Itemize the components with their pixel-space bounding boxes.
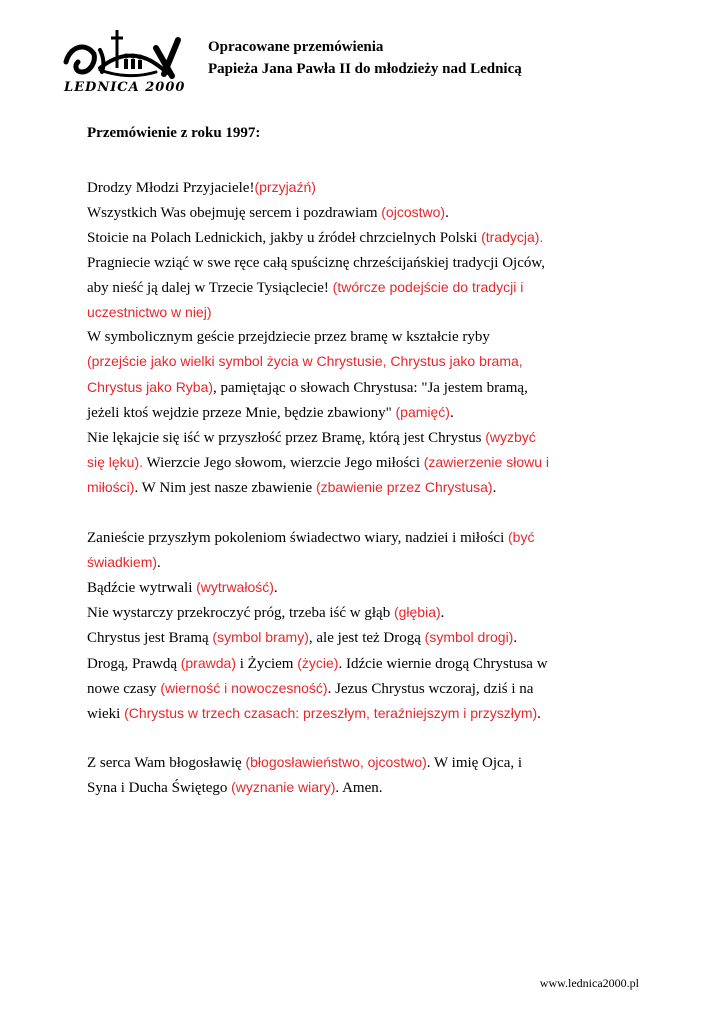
- speech-text: nowe czasy: [87, 680, 161, 697]
- annotation-text: Chrystus jako Ryba): [87, 378, 214, 395]
- footer-url: www.lednica2000.pl: [539, 976, 639, 990]
- text-line: [87, 651, 647, 676]
- text-line: [87, 525, 647, 550]
- annotation-text: (zbawienie przez Chrystusa): [315, 479, 493, 496]
- annotation-text: (głębia): [393, 604, 441, 621]
- text-line: [87, 375, 647, 400]
- speech-text: Drogą, Prawdą: [87, 655, 181, 672]
- speech-body: [87, 175, 647, 825]
- text-line: [87, 750, 647, 775]
- text-line: [87, 425, 647, 450]
- speech-text: wieki: [87, 706, 125, 723]
- annotation-text: (tradycja).: [481, 229, 544, 246]
- text-line: [87, 225, 647, 250]
- annotation-text: (twórcze podejście do tradycji i: [332, 278, 524, 295]
- speech-text: . W imię Ojca, i: [426, 755, 523, 772]
- text-line: [87, 625, 647, 650]
- speech-text: . W Nim jest nasze zbawienie: [134, 480, 316, 497]
- text-line: [87, 550, 647, 575]
- speech-text: Pragniecie wziąć w swe ręce całą spuściznę chrześcijańskiej tradycji Ojców,: [87, 254, 545, 271]
- annotation-text: się lęku).: [87, 454, 144, 471]
- logo-text: LEDNICA 2000: [64, 80, 186, 95]
- annotation-text: (błogosławieństwo, ojcostwo): [245, 754, 427, 771]
- speech-text: .: [445, 205, 449, 222]
- text-line: [87, 676, 647, 701]
- paragraph: [87, 750, 647, 800]
- speech-text: Syna i Ducha Świętego: [87, 780, 232, 797]
- lednica-logo: [60, 28, 188, 98]
- annotation-text: (wierność i nowoczesność): [160, 679, 328, 696]
- header-line-2: Papieża Jana Pawła II do młodzieży nad Lednicą: [208, 61, 522, 77]
- speech-text: W symbolicznym geście przejdziecie przez bramę w kształcie ryby: [87, 329, 490, 346]
- text-line: [87, 400, 647, 425]
- annotation-text: (symbol bramy): [212, 629, 309, 646]
- speech-text: .: [440, 605, 445, 622]
- annotation-text: (być: [508, 528, 535, 545]
- annotation-text: uczestnictwo w niej): [87, 304, 212, 321]
- speech-text: i Życiem: [235, 655, 298, 672]
- annotation-text: (pamięć): [395, 403, 450, 420]
- text-line: [87, 575, 647, 600]
- speech-text: Wierzcie Jego słowom, wierzcie Jego miłości: [143, 455, 424, 472]
- speech-text: Zanieście przyszłym pokoleniom świadectwo wiary, nadziei i miłości: [87, 529, 508, 546]
- speech-text: Z serca Wam błogosławię: [87, 755, 246, 772]
- text-line: [87, 200, 647, 225]
- speech-text: .: [537, 706, 541, 723]
- speech-text: aby nieść ją dalej w Trzecie Tysiąclecie!: [87, 279, 333, 296]
- speech-text: . Idźcie wiernie drogą Chrystusa w: [338, 655, 548, 672]
- speech-text: , ale jest też Drogą: [308, 630, 425, 647]
- text-line: [87, 775, 647, 800]
- annotation-text: (prawda): [180, 654, 236, 671]
- text-line: [87, 349, 647, 374]
- header-line-1: Opracowane przemówienia: [208, 39, 384, 55]
- speech-text: Chrystus jest Bramą: [87, 630, 213, 647]
- document-header: [208, 36, 522, 80]
- speech-text: Nie lękajcie się iść w przyszłość przez Bramę, którą jest Chrystus: [87, 430, 486, 447]
- text-line: [87, 275, 647, 300]
- speech-text: .: [492, 480, 497, 497]
- speech-text: .: [449, 404, 454, 421]
- text-line: [87, 300, 647, 325]
- annotation-text: (wytrwałość): [196, 579, 274, 596]
- speech-text: . Amen.: [335, 780, 383, 797]
- text-line: [87, 450, 647, 475]
- speech-text: Nie wystarczy przekroczyć próg, trzeba iść w głąb: [87, 605, 394, 622]
- text-line: [87, 251, 647, 275]
- speech-text: jeżeli ktoś wejdzie przeze Mnie, będzie zbawiony": [87, 404, 396, 421]
- text-line: [87, 475, 647, 500]
- speech-text: .: [157, 554, 161, 571]
- annotation-text: (przejście jako wielki symbol życia w Chrystusie, Chrystus jako brama,: [87, 353, 523, 370]
- paragraph: [87, 175, 647, 501]
- annotation-text: (przyjaźń): [254, 179, 316, 195]
- section-title: Przemówienie z roku 1997:: [87, 125, 261, 141]
- speech-text: .: [513, 630, 518, 647]
- paragraph: [87, 525, 647, 727]
- annotation-text: świadkiem): [87, 553, 158, 570]
- speech-text: Drodzy Młodzi Przyjaciele!: [87, 180, 255, 196]
- speech-text: Stoicie na Polach Lednickich, jakby u źródeł chrzcielnych Polski: [87, 230, 482, 247]
- speech-text: Wszystkich Was obejmuję sercem i pozdrawiam: [87, 205, 382, 222]
- annotation-text: (ojcostwo): [381, 204, 446, 221]
- text-line: [87, 175, 647, 200]
- annotation-text: (symbol drogi): [424, 629, 514, 646]
- annotation-text: (wyzbyć: [485, 429, 536, 446]
- annotation-text: (zawierzenie słowu i: [423, 454, 550, 471]
- text-line: [87, 600, 647, 625]
- speech-text: , pamiętając o słowach Chrystusa: "Ja jestem bramą,: [213, 379, 528, 396]
- speech-text: .: [273, 580, 278, 597]
- speech-text: Bądźcie wytrwali: [87, 580, 197, 597]
- annotation-text: (życie): [297, 654, 339, 671]
- annotation-text: (wyznanie wiary): [231, 779, 336, 796]
- text-line: [87, 325, 647, 349]
- annotation-text: miłości): [87, 479, 135, 496]
- annotation-text: (Chrystus w trzech czasach: przeszłym, teraźniejszym i przyszłym): [124, 705, 538, 722]
- speech-text: . Jezus Chrystus wczoraj, dziś i na: [327, 680, 534, 697]
- text-line: [87, 701, 647, 726]
